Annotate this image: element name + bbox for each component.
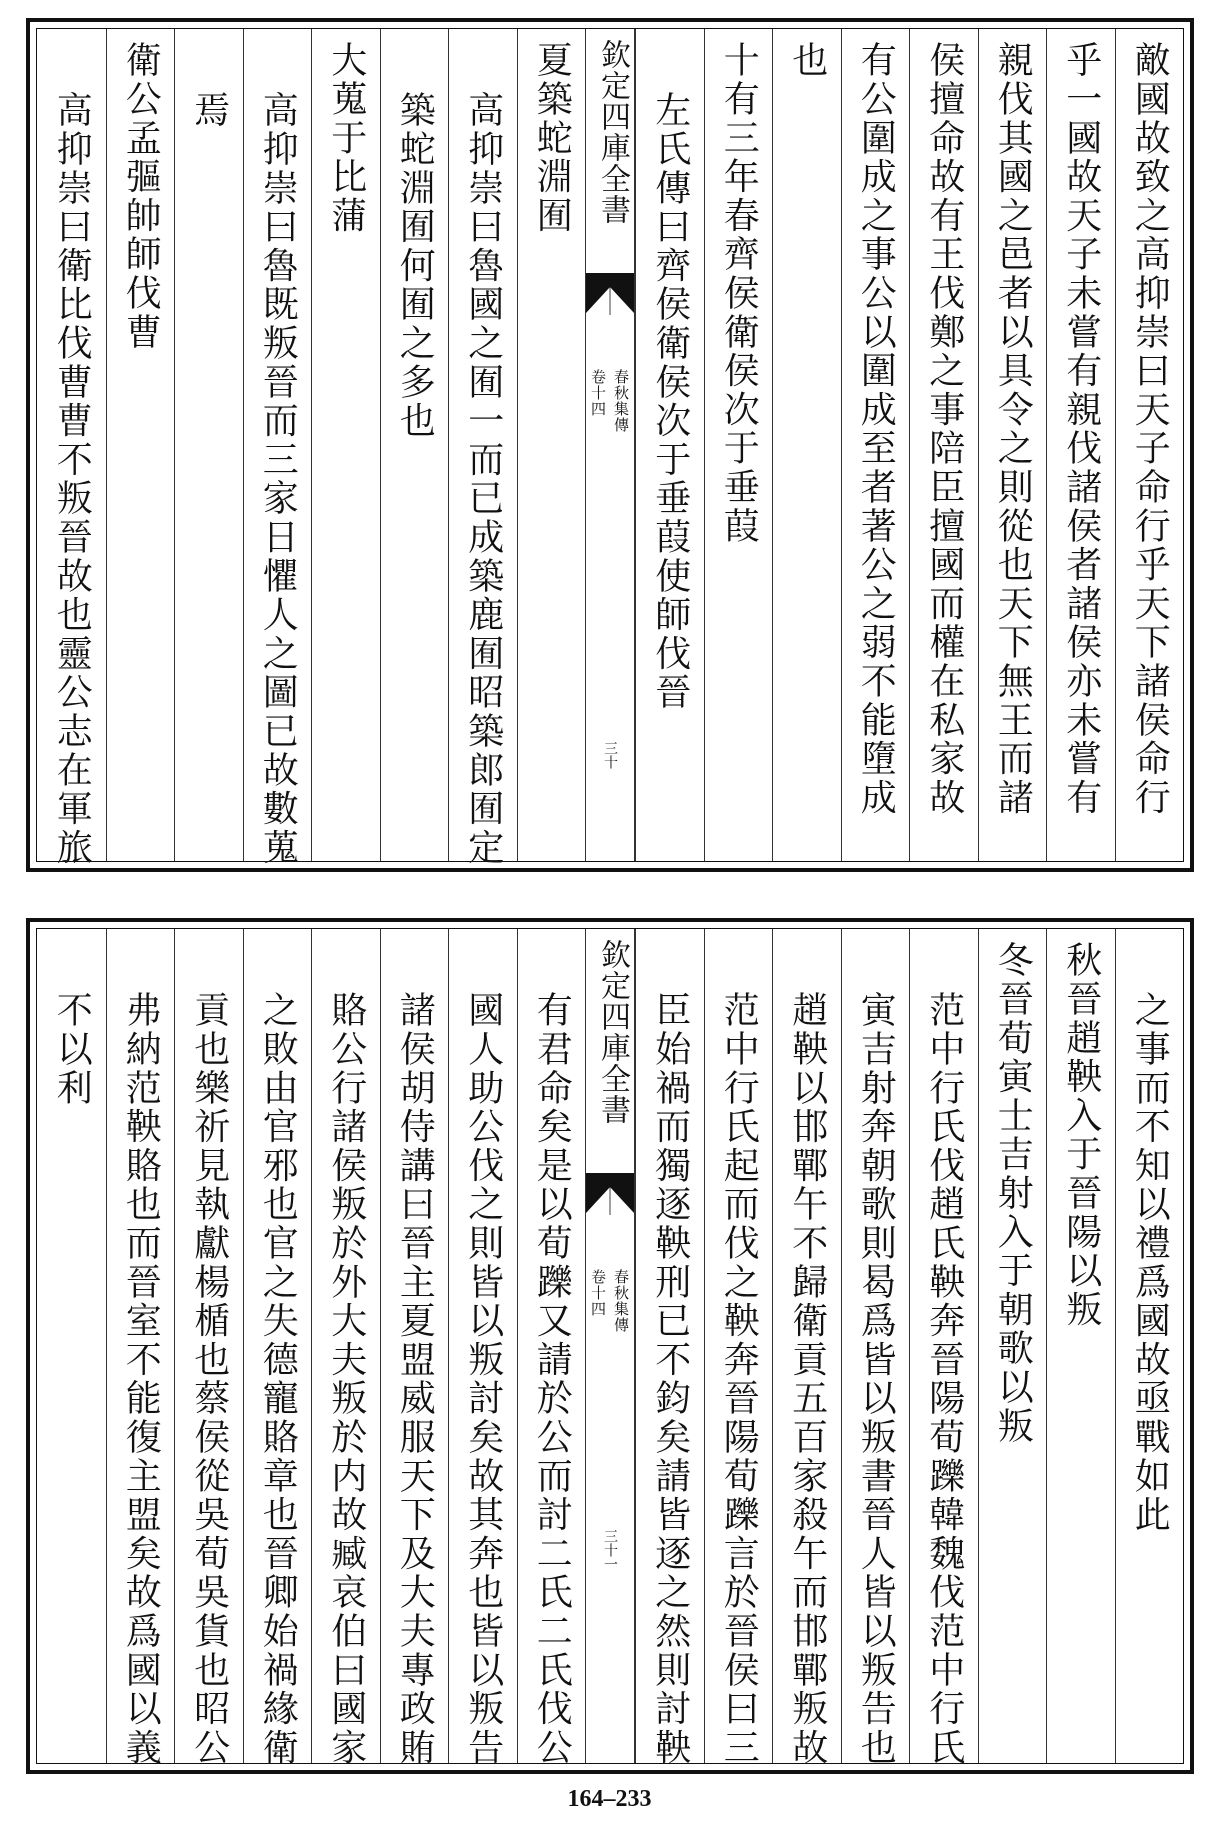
- column-text: 親伐其國之邑者以具令之則從也天下無王而諸: [992, 41, 1034, 817]
- text-column: [517, 29, 586, 861]
- fish-tail-ornament-wrapper: [586, 273, 634, 315]
- fish-tail-ornament: [586, 1173, 634, 1215]
- column-text: 貢也樂祈見執獻楊楯也蔡侯從吳荀吳貨也昭公: [188, 991, 230, 1767]
- text-column: [380, 929, 449, 1767]
- column-text: 高抑崇曰魯既叛晉而三家日懼人之圖已故數蒐: [257, 91, 299, 867]
- text-column: [635, 929, 704, 1767]
- text-column: [772, 929, 841, 1767]
- text-column: [517, 929, 586, 1767]
- fish-tail-ornament: [586, 273, 634, 315]
- column-text: 侯擅命故有王伐鄭之事陪臣擅國而權在私家故: [923, 41, 965, 817]
- text-column: [635, 29, 704, 861]
- center-fold-page-number: 三十: [602, 741, 618, 769]
- text-column: [448, 929, 517, 1767]
- center-fold-column: [585, 29, 635, 861]
- text-column: [704, 29, 773, 861]
- text-column: [841, 929, 910, 1767]
- text-column: [1046, 929, 1115, 1763]
- column-text: 有公圍成之事公以圍成至者著公之弱不能墮成: [855, 41, 897, 817]
- column-text: 之事而不知以禮爲國故亟戰如此: [1129, 991, 1171, 1535]
- upper-leaf: [26, 18, 1194, 872]
- column-text: 十有三年春齊侯衛侯次于垂葭: [718, 41, 760, 546]
- column-text: 冬晉荀寅士吉射入于朝歌以叛: [992, 941, 1034, 1446]
- center-fold-subtitle: [588, 369, 632, 433]
- text-column: [106, 29, 175, 861]
- column-text: 寅吉射奔朝歌則曷爲皆以叛書晉人皆以叛告也: [855, 991, 897, 1767]
- text-column: [243, 929, 312, 1767]
- center-fold-subtitle: [588, 1269, 632, 1333]
- center-fold-page-number: 三十一: [602, 1529, 618, 1571]
- text-column: [772, 29, 841, 861]
- text-column: [841, 29, 910, 861]
- lower-leaf-frame: [36, 928, 1184, 1767]
- column-text: 高抑崇曰魯國之囿一而已成築鹿囿昭築郎囿定: [462, 91, 504, 867]
- text-column: [1115, 29, 1184, 861]
- text-column: [37, 929, 106, 1763]
- column-text: 夏築蛇淵囿: [531, 41, 573, 235]
- column-text: 築蛇淵囿何囿之多也: [394, 91, 436, 441]
- column-text: 趙鞅以邯鄲午不歸衛貢五百家殺午而邯鄲叛故: [786, 991, 828, 1767]
- text-column: [174, 929, 243, 1767]
- fish-tail-ornament-wrapper: [586, 1173, 634, 1215]
- center-fold-title: 欽定四庫全書: [595, 939, 630, 1125]
- text-column: [978, 929, 1047, 1763]
- column-text: 諸侯胡侍講曰晉主夏盟威服天下及大夫專政賄: [394, 991, 436, 1767]
- column-text: 秋晉趙鞅入于晉陽以叛: [1060, 941, 1102, 1329]
- column-text: 范中行氏起而伐之鞅奔晉陽荀躒言於晉侯曰三: [718, 991, 760, 1767]
- column-text: 之敗由官邪也官之失德寵賂章也晉卿始禍緣衛: [257, 991, 299, 1767]
- text-column: [106, 929, 175, 1767]
- column-text: 左氏傳曰齊侯衛侯次于垂葭使師伐晉: [649, 91, 691, 712]
- text-column: [448, 29, 517, 867]
- text-column: [174, 29, 243, 861]
- column-text: 范中行氏伐趙氏鞅奔晉陽荀躒韓魏伐范中行氏: [923, 991, 965, 1767]
- center-fold-column: [585, 929, 635, 1763]
- column-text: 大蒐于比蒲: [325, 41, 367, 235]
- page-reference: 164–233: [567, 1786, 652, 1812]
- column-text: 弗納范鞅賂也而晉室不能復主盟矣故爲國以義: [120, 991, 162, 1767]
- column-text: 焉: [188, 91, 230, 130]
- center-fold-volume: 卷十四: [589, 369, 607, 417]
- column-text: 高抑崇曰衛比伐曹曹不叛晉故也靈公志在軍旅: [51, 91, 93, 867]
- column-text: 敵國故致之高抑崇曰天子命行乎天下諸侯命行: [1129, 41, 1171, 817]
- column-text: 臣始禍而獨逐鞅刑已不鈞矣請皆逐之然則討鞅: [649, 991, 691, 1767]
- center-fold-book-title: 春秋集傳: [612, 1269, 630, 1333]
- text-column: [909, 29, 978, 861]
- text-column: [311, 29, 380, 861]
- column-text: 乎一國故天子未嘗有親伐諸侯者諸侯亦未嘗有: [1060, 41, 1102, 817]
- center-fold-book-title: 春秋集傳: [612, 369, 630, 433]
- column-text: 衛公孟彄帥師伐曹: [120, 41, 162, 352]
- text-column: [243, 29, 312, 867]
- text-column: [1046, 29, 1115, 861]
- column-text: 賂公行諸侯叛於外大夫叛於内故臧哀伯曰國家: [325, 991, 367, 1767]
- center-fold-title: 欽定四庫全書: [595, 39, 630, 225]
- text-column: [37, 29, 106, 867]
- upper-leaf-columns: [37, 29, 1183, 867]
- column-text: 國人助公伐之則皆以叛討矣故其奔也皆以叛告: [462, 991, 504, 1767]
- text-column: [978, 29, 1047, 861]
- column-text: 有君命矣是以荀躒又請於公而討二氏二氏伐公: [531, 991, 573, 1767]
- text-column: [380, 29, 449, 861]
- column-text: 也: [786, 41, 828, 80]
- upper-leaf-frame: [36, 28, 1184, 867]
- center-fold-volume: 卷十四: [589, 1269, 607, 1317]
- text-column: [1115, 929, 1184, 1763]
- lower-leaf: [26, 918, 1194, 1774]
- text-column: [909, 929, 978, 1767]
- column-text: 不以利: [51, 991, 93, 1108]
- text-column: [704, 929, 773, 1767]
- text-column: [311, 929, 380, 1767]
- lower-leaf-columns: [37, 929, 1183, 1767]
